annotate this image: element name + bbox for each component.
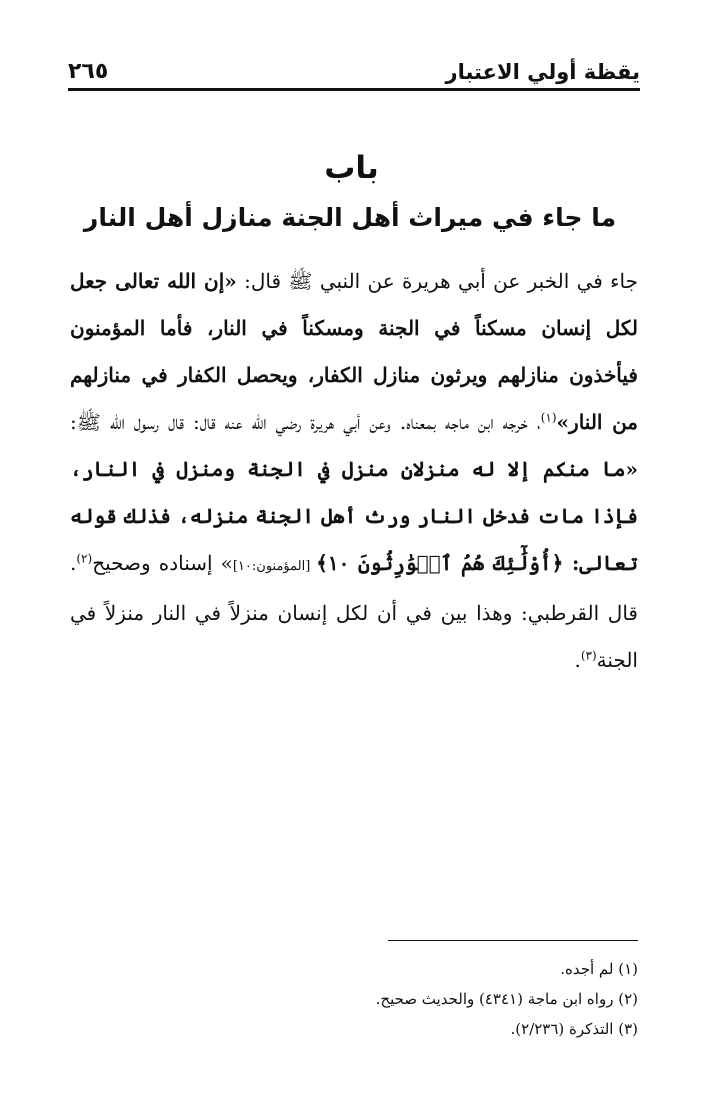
footnote-marker-3[interactable]: (٣) xyxy=(580,648,597,663)
hadith-text-2: «ما منكم إلا له منزلان منزل في الجنة ومنزل في النار، فإذا مات فدخل النار ورث أهل الجنة منزله، فذلك قوله تعالى: xyxy=(70,457,638,575)
footnote-marker-1[interactable]: (١) xyxy=(540,410,557,425)
footnote-item: (١) لم أجده. xyxy=(560,960,638,978)
quran-reference: [المؤمنون:١٠] xyxy=(232,559,317,574)
book-title: يقظة أولي الاعتبار xyxy=(445,60,640,84)
hadith-text: «إن الله تعالى جعل لكل إنسان مسكناً في الجنة ومسكناً في النار، فأما المؤمنون فيأخذون منازلهم ويرثون منازل الكفار، ويحصل الكفار في منازلهم من النار» xyxy=(70,269,639,434)
narration-text: ، خرجه ابن ماجه بمعناه. وعن أبي هريرة رضي الله عنه قال: قال رسول الله ﷺ: xyxy=(70,410,541,434)
footnotes-list xyxy=(70,954,638,1044)
footnote-item: (٢) رواه ابن ماجة (٤٣٤١) والحديث صحيح. xyxy=(375,990,638,1008)
chapter-title: ما جاء في ميراث أهل الجنة منازل أهل النار xyxy=(83,203,617,232)
running-header xyxy=(68,52,640,91)
qurtubi-text: . قال القرطبي: وهذا بين في أن لكل إنسان منزلاً في النار منزلاً في الجنة xyxy=(70,551,638,672)
quran-verse: ﴿أُوْلَٰٓئِكَ هُمُ ٱلۡوَٰرِثُونَ ١٠﴾ xyxy=(316,551,573,575)
footnote-divider xyxy=(388,940,638,941)
intro-text: جاء في الخبر عن أبي هريرة عن النبي ﷺ قال: xyxy=(236,269,638,293)
footnote-item: (٣) التذكرة (٢/٢٣٦). xyxy=(510,1020,638,1038)
page-number: ٢٦٥ xyxy=(68,59,109,84)
footnote-marker-2[interactable]: (٢) xyxy=(76,551,93,566)
grading-text: » إسناده وصحيح xyxy=(92,551,233,575)
chapter-label: باب xyxy=(324,150,379,186)
closing-punctuation: . xyxy=(574,648,581,672)
body-paragraph xyxy=(70,258,638,684)
